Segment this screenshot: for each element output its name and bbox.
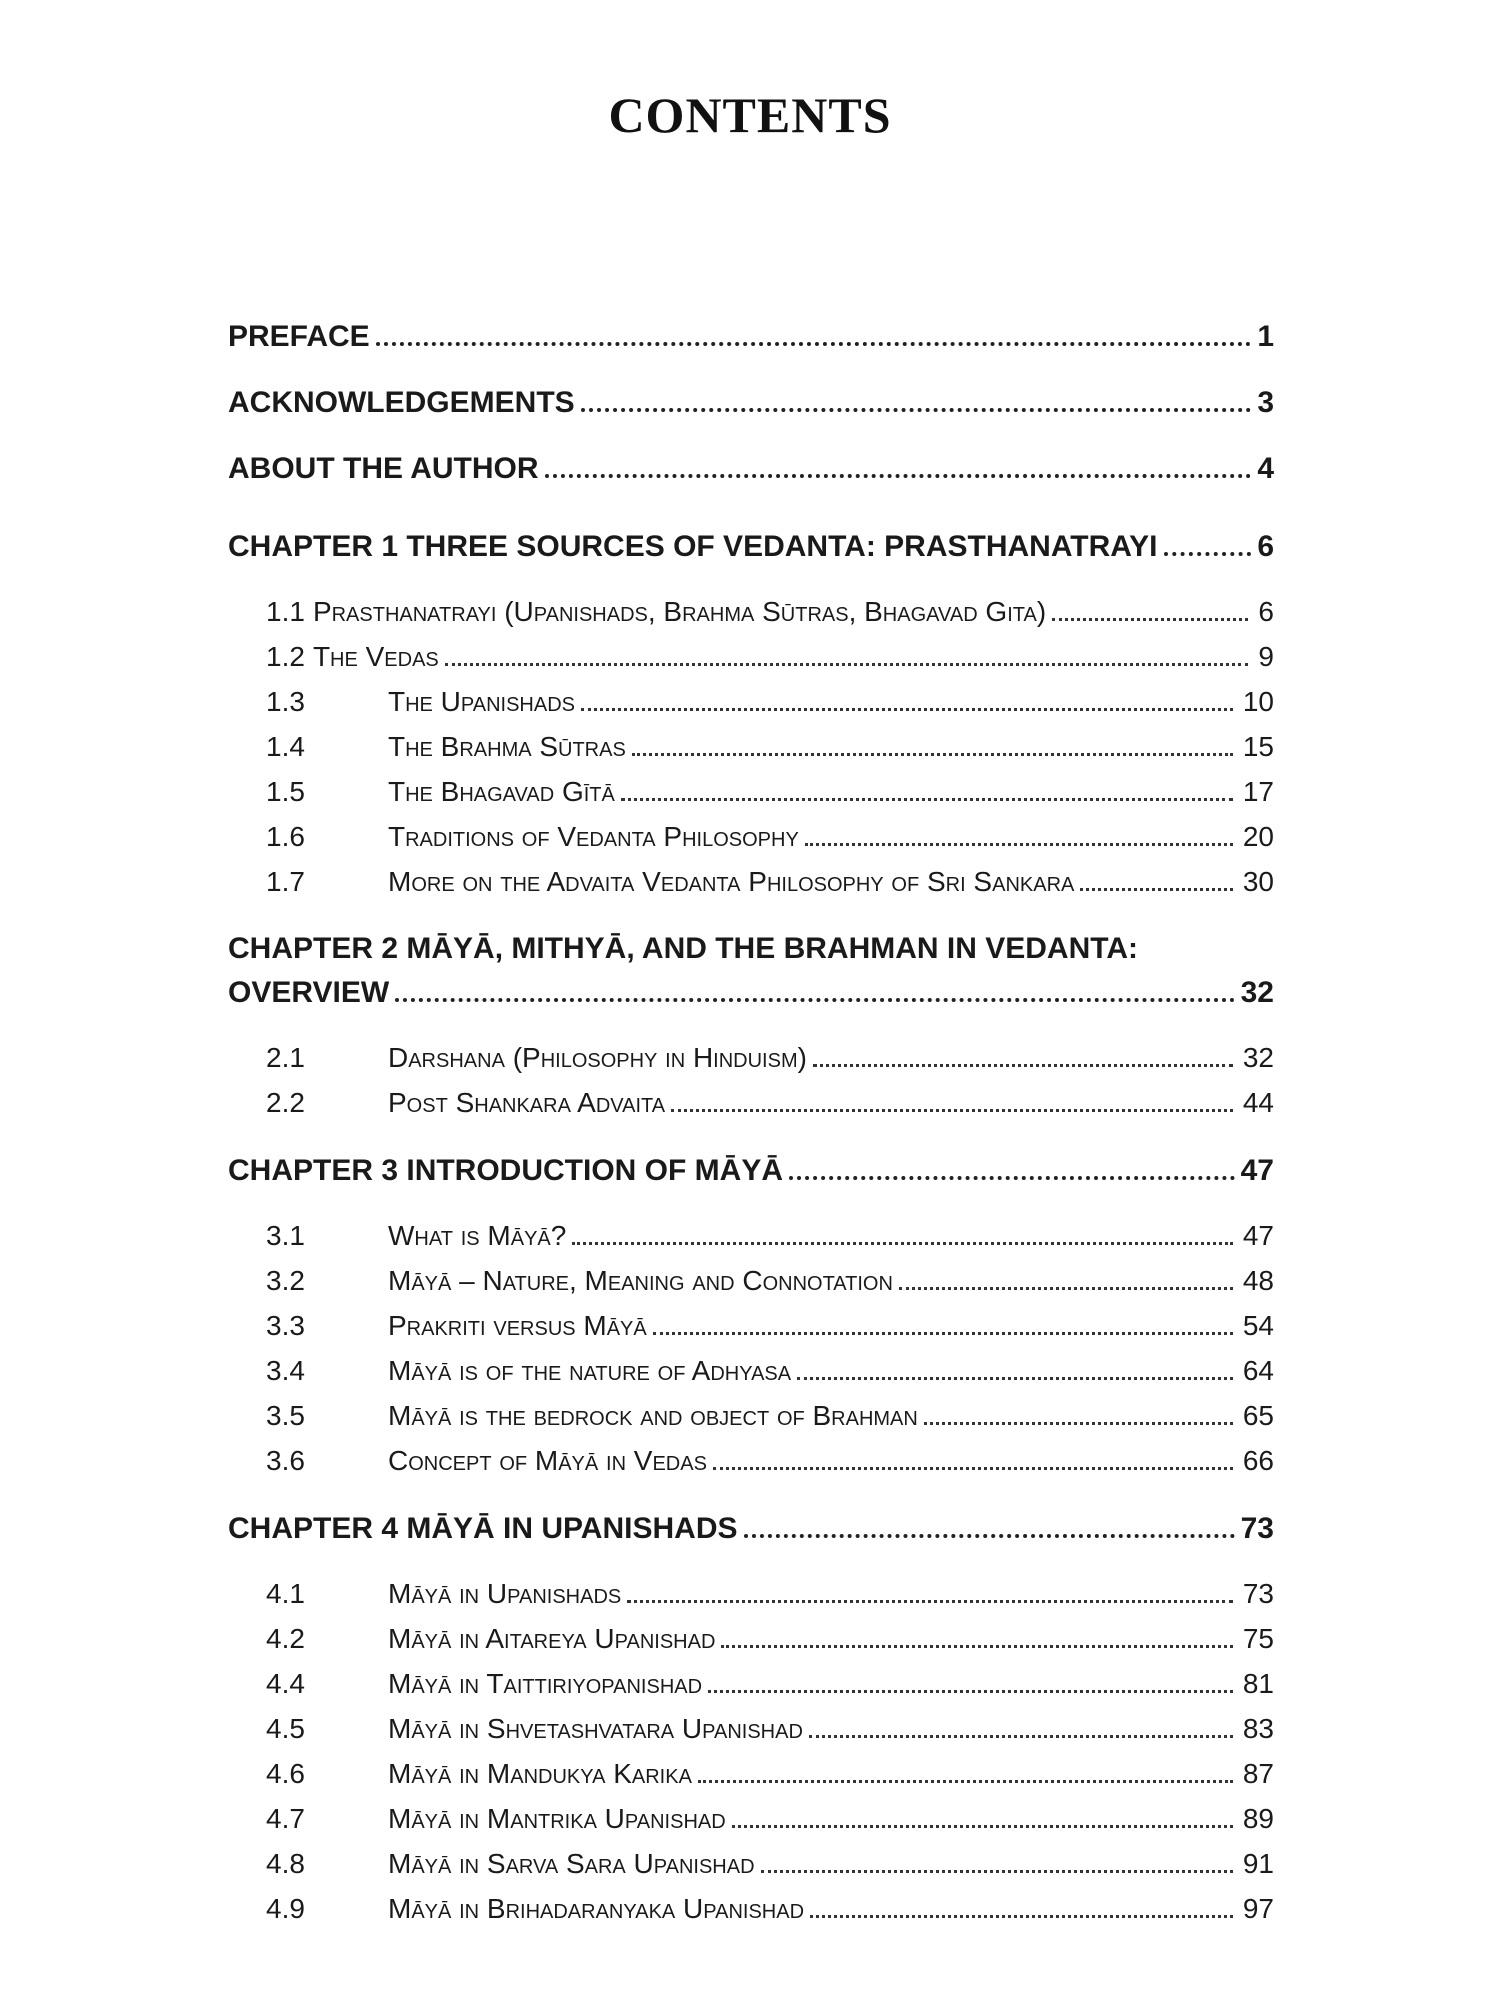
toc-section-3-3[interactable] — [266, 1310, 1274, 1342]
toc-page-number: 89 — [1242, 1803, 1274, 1834]
dot-leader — [924, 1405, 1233, 1425]
toc-entry-text: Māyā in Taittiriyopanishad — [388, 1668, 703, 1699]
dot-leader — [713, 1450, 1233, 1470]
toc-entry-text: More on the Advaita Vedanta Philosophy of Sri Sankara — [388, 866, 1075, 897]
dot-leader — [899, 1270, 1233, 1290]
section-number: 3.6 — [266, 1445, 305, 1476]
toc-section-1-5[interactable] — [266, 776, 1274, 808]
toc-entry-text: Māyā in Mandukya Karika — [388, 1758, 692, 1789]
section-number: 1.4 — [266, 731, 305, 762]
toc-chapter-2-line-1[interactable]: CHAPTER 2 MĀYĀ, MITHYĀ, AND THE BRAHMAN IN VEDANTA: — [228, 932, 1138, 965]
dot-leader — [445, 646, 1249, 666]
section-number: 3.4 — [266, 1355, 305, 1386]
toc-entry-text: OVERVIEW — [228, 976, 390, 1009]
section-number: 4.8 — [266, 1848, 305, 1879]
toc-section-4-5[interactable] — [266, 1713, 1274, 1745]
toc-section-1-1[interactable] — [266, 596, 1274, 628]
dot-leader — [813, 1047, 1233, 1067]
dot-leader — [810, 1898, 1233, 1918]
toc-entry-text: Traditions of Vedanta Philosophy — [388, 821, 799, 852]
toc-entry-text: The Brahma Sūtras — [388, 731, 626, 762]
toc-entry-text: Māyā in Shvetashvatara Upanishad — [388, 1713, 803, 1744]
toc-section-3-4[interactable] — [266, 1355, 1274, 1387]
dot-leader — [721, 1628, 1232, 1648]
toc-entry-text: What is Māyā? — [388, 1220, 567, 1251]
toc-section-3-6[interactable] — [266, 1445, 1274, 1477]
dot-leader — [627, 1583, 1233, 1603]
dot-leader — [1080, 871, 1232, 891]
toc-chapter-1[interactable] — [228, 530, 1274, 564]
toc-page-number: 32 — [1242, 1042, 1274, 1073]
toc-entry-text: CHAPTER 3 INTRODUCTION OF MĀYĀ — [228, 1154, 783, 1187]
dot-leader — [395, 979, 1234, 1002]
toc-entry-text: The Vedas — [312, 641, 439, 672]
section-number: 1.6 — [266, 821, 305, 852]
toc-entry-text: Concept of Māyā in Vedas — [388, 1445, 707, 1476]
dot-leader — [653, 1315, 1233, 1335]
toc-page-number: 30 — [1242, 866, 1274, 897]
dot-leader — [632, 736, 1233, 756]
toc-section-4-4[interactable] — [266, 1668, 1274, 1700]
toc-entry-text: Māyā in Sarva Sara Upanishad — [388, 1848, 755, 1879]
toc-entry-text: Māyā in Upanishads — [388, 1578, 622, 1609]
toc-entry-text: Māyā is of the nature of Adhyasa — [388, 1355, 792, 1386]
toc-page-number: 87 — [1242, 1758, 1274, 1789]
toc-chapter-4[interactable] — [228, 1512, 1274, 1546]
dot-leader — [789, 1157, 1235, 1180]
toc-section-4-2[interactable] — [266, 1623, 1274, 1655]
dot-leader — [621, 781, 1233, 801]
dot-leader — [744, 1515, 1235, 1538]
toc-page-number: 3 — [1257, 386, 1274, 419]
toc-entry-about-the-author[interactable] — [228, 452, 1274, 486]
section-number: 2.1 — [266, 1042, 305, 1073]
toc-entry-text: PREFACE — [228, 320, 370, 353]
toc-page-number: 6 — [1257, 530, 1274, 563]
toc-page-number: 47 — [1240, 1154, 1274, 1187]
toc-section-4-8[interactable] — [266, 1848, 1274, 1880]
dot-leader — [572, 1225, 1233, 1245]
toc-entry-text: Māyā in Mantrika Upanishad — [388, 1803, 726, 1834]
dot-leader — [671, 1092, 1233, 1112]
toc-entry-text: Māyā – Nature, Meaning and Connotation — [388, 1265, 893, 1296]
toc-section-1-3[interactable] — [266, 686, 1274, 718]
toc-entry-text: The Upanishads — [388, 686, 575, 717]
toc-entry-text: Māyā is the bedrock and object of Brahman — [388, 1400, 918, 1431]
dot-leader — [545, 455, 1252, 478]
toc-section-1-7[interactable] — [266, 866, 1274, 898]
toc-page-number: 48 — [1242, 1265, 1274, 1296]
toc-chapter-3[interactable] — [228, 1154, 1274, 1188]
toc-entry-text: Darshana (Philosophy in Hinduism) — [388, 1042, 807, 1073]
toc-entry-text: Prasthanatrayi (Upanishads, Brahma Sūtras, Bhagavad Gita) — [312, 596, 1047, 627]
dot-leader — [732, 1808, 1233, 1828]
toc-page-number: 32 — [1240, 976, 1274, 1009]
page-title: CONTENTS — [608, 87, 892, 143]
section-number: 4.5 — [266, 1713, 305, 1744]
toc-page-number: 47 — [1242, 1220, 1274, 1251]
toc-entry-text: The Bhagavad Gītā — [388, 776, 615, 807]
toc-page-number: 15 — [1242, 731, 1274, 762]
toc-entry-text: ABOUT THE AUTHOR — [228, 452, 539, 485]
toc-page-number: 65 — [1242, 1400, 1274, 1431]
toc-section-4-1[interactable] — [266, 1578, 1274, 1610]
dot-leader — [809, 1718, 1233, 1738]
toc-entry-text: Prakriti versus Māyā — [388, 1310, 647, 1341]
toc-entry-acknowledgements[interactable] — [228, 386, 1274, 420]
dot-leader — [805, 826, 1233, 846]
section-number: 3.2 — [266, 1265, 305, 1296]
toc-entry-text: ACKNOWLEDGEMENTS — [228, 386, 575, 419]
toc-entry-text: Post Shankara Advaita — [388, 1087, 666, 1118]
section-number: 1.7 — [266, 866, 305, 897]
section-number: 3.3 — [266, 1310, 305, 1341]
section-number: 2.2 — [266, 1087, 305, 1118]
toc-section-1-2[interactable] — [266, 641, 1274, 673]
dot-leader — [581, 691, 1233, 711]
dot-leader — [581, 389, 1252, 412]
toc-page-number: 44 — [1242, 1087, 1274, 1118]
toc-page-number: 10 — [1242, 686, 1274, 717]
dot-leader — [761, 1853, 1233, 1873]
section-number: 4.4 — [266, 1668, 305, 1699]
dot-leader — [708, 1673, 1233, 1693]
section-number: 4.9 — [266, 1893, 305, 1924]
toc-page-number: 9 — [1258, 641, 1274, 672]
toc-entry-text: CHAPTER 1 THREE SOURCES OF VEDANTA: PRASTHANATRAYI — [228, 530, 1158, 563]
section-number: 4.7 — [266, 1803, 305, 1834]
toc-entry-text: CHAPTER 4 MĀYĀ IN UPANISHADS — [228, 1512, 738, 1545]
dot-leader — [797, 1360, 1233, 1380]
toc-section-3-1[interactable] — [266, 1220, 1274, 1252]
toc-section-1-6[interactable] — [266, 821, 1274, 853]
toc-page-number: 83 — [1242, 1713, 1274, 1744]
toc-section-4-6[interactable] — [266, 1758, 1274, 1790]
toc-page-number: 54 — [1242, 1310, 1274, 1341]
toc-entry-preface[interactable] — [228, 320, 1274, 354]
toc-section-3-2[interactable] — [266, 1265, 1274, 1297]
toc-page-number: 81 — [1242, 1668, 1274, 1699]
toc-section-4-9[interactable] — [266, 1893, 1274, 1925]
toc-section-2-2[interactable] — [266, 1087, 1274, 1119]
toc-page-number: 73 — [1242, 1578, 1274, 1609]
toc-section-2-1[interactable] — [266, 1042, 1274, 1074]
dot-leader — [376, 323, 1252, 346]
toc-entry-text: Māyā in Aitareya Upanishad — [388, 1623, 716, 1654]
toc-page-number: 17 — [1242, 776, 1274, 807]
section-number: 4.6 — [266, 1758, 305, 1789]
section-number: 4.1 — [266, 1578, 305, 1609]
toc-section-3-5[interactable] — [266, 1400, 1274, 1432]
toc-section-4-7[interactable] — [266, 1803, 1274, 1835]
toc-chapter-2[interactable] — [228, 976, 1274, 1010]
toc-page-number: 75 — [1242, 1623, 1274, 1654]
toc-page-number: 66 — [1242, 1445, 1274, 1476]
toc-section-1-4[interactable] — [266, 731, 1274, 763]
dot-leader — [1052, 601, 1248, 621]
toc-page-number: 20 — [1242, 821, 1274, 852]
dot-leader — [1164, 533, 1252, 556]
toc-page-number: 4 — [1257, 452, 1274, 485]
section-number: 1.2 — [266, 641, 305, 672]
section-number: 1.3 — [266, 686, 305, 717]
toc-page-number: 91 — [1242, 1848, 1274, 1879]
toc-page-number: 1 — [1257, 320, 1274, 353]
toc-page-number: 6 — [1258, 596, 1274, 627]
section-number: 3.5 — [266, 1400, 305, 1431]
dot-leader — [698, 1763, 1233, 1783]
toc-page-number: 97 — [1242, 1893, 1274, 1924]
section-number: 3.1 — [266, 1220, 305, 1251]
toc-page-number: 73 — [1240, 1512, 1274, 1545]
toc-entry-text: Māyā in Brihadaranyaka Upanishad — [388, 1893, 805, 1924]
section-number: 1.1 — [266, 596, 305, 627]
section-number: 1.5 — [266, 776, 305, 807]
section-number: 4.2 — [266, 1623, 305, 1654]
toc-page-number: 64 — [1242, 1355, 1274, 1386]
